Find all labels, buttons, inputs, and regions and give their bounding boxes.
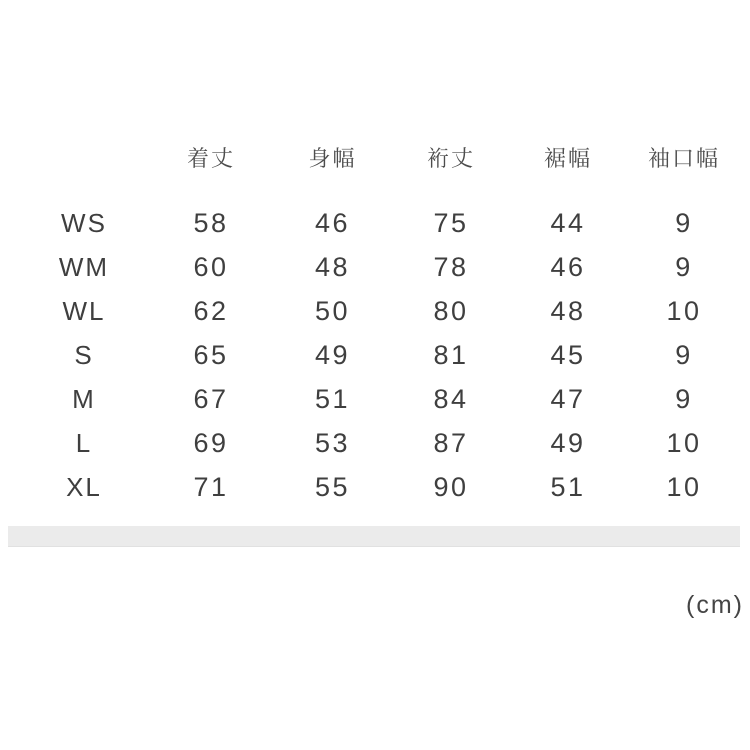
measurement-value: 46 (314, 207, 351, 238)
table-row (19, 377, 742, 421)
measurement-value: 90 (433, 471, 469, 502)
measurement-value: 78 (433, 251, 469, 282)
column-header-hem-width: 裾幅 (543, 145, 592, 171)
measurement-value: 45 (550, 339, 586, 370)
table-row (19, 289, 742, 333)
measurement-value: 62 (193, 295, 229, 326)
size-spec-table (19, 137, 742, 509)
measurement-value: 10 (666, 295, 702, 326)
measurement-value: 9 (675, 383, 693, 414)
column-header-sleeve-length: 裄丈 (426, 145, 475, 171)
measurement-value: 51 (314, 383, 351, 414)
measurement-value: 10 (666, 427, 702, 458)
measurement-value: 67 (193, 383, 229, 414)
column-header-body-width: 身幅 (308, 145, 357, 171)
measurement-value: 9 (675, 339, 693, 370)
measurement-value: 48 (314, 251, 351, 282)
measurement-value: 87 (433, 427, 469, 458)
measurement-value: 9 (675, 207, 693, 238)
measurement-value: 55 (314, 471, 351, 502)
measurement-value: 48 (550, 295, 586, 326)
measurement-value: 49 (314, 339, 351, 370)
measurement-value: 46 (550, 251, 586, 282)
divider-bar (8, 526, 740, 547)
size-table-body (19, 201, 742, 509)
measurement-value: 58 (193, 207, 229, 238)
column-header-cuff-width: 袖口幅 (647, 145, 720, 171)
table-row (19, 465, 742, 509)
measurement-value: 65 (193, 339, 229, 370)
measurement-value: 84 (433, 383, 469, 414)
column-header-body-length: 着丈 (186, 145, 235, 171)
measurement-value: 75 (433, 207, 469, 238)
measurement-value: 69 (193, 427, 229, 458)
measurement-value: 47 (550, 383, 586, 414)
unit-label: (cm) (686, 591, 744, 619)
size-label: WM (58, 251, 110, 282)
measurement-value: 71 (193, 471, 229, 502)
size-label: M (72, 383, 96, 414)
measurement-value: 49 (550, 427, 586, 458)
measurement-value: 53 (314, 427, 351, 458)
size-label: WL (62, 295, 106, 326)
size-label: XL (66, 471, 102, 502)
table-row (19, 201, 742, 245)
size-label: WS (61, 207, 107, 238)
measurement-value: 60 (193, 251, 229, 282)
measurement-value: 51 (550, 471, 586, 502)
size-label: L (75, 427, 93, 458)
measurement-value: 10 (666, 471, 702, 502)
size-label: S (74, 339, 94, 370)
measurement-value: 81 (433, 339, 469, 370)
measurement-value: 80 (433, 295, 469, 326)
table-row (19, 245, 742, 289)
table-header-row (19, 137, 742, 201)
corner-cell (19, 137, 149, 201)
measurement-value: 44 (550, 207, 586, 238)
table-row (19, 333, 742, 377)
measurement-value: 50 (314, 295, 351, 326)
table-row (19, 421, 742, 465)
measurement-value: 9 (675, 251, 693, 282)
